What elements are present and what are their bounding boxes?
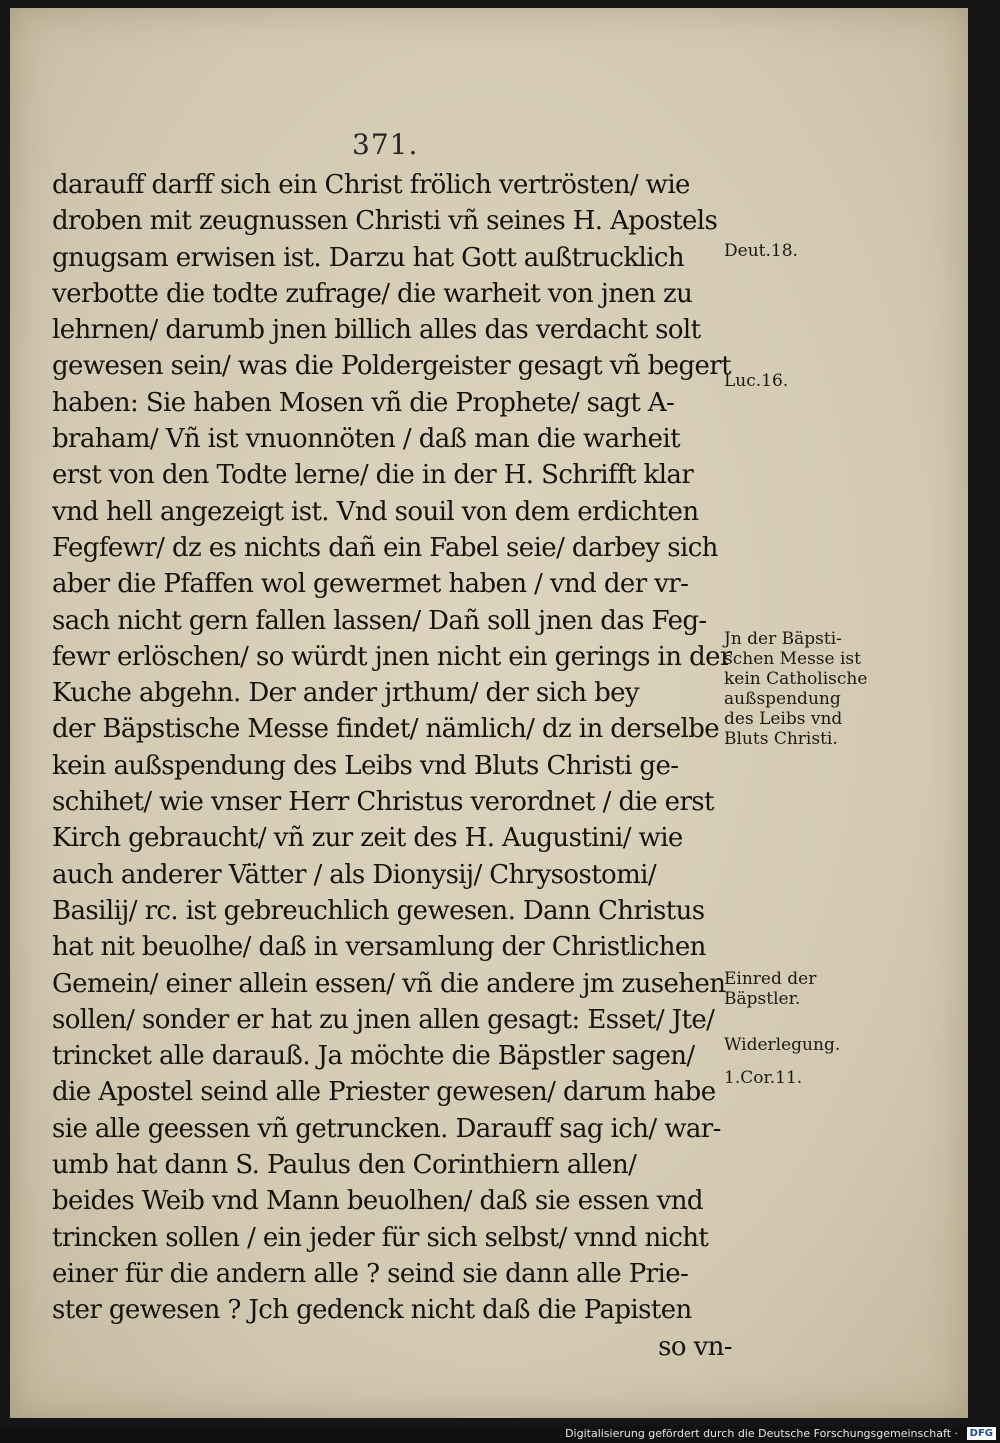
text-line: so vn- bbox=[658, 1331, 732, 1362]
text-line: umb hat dann S. Paulus den Corinthiern allen/ bbox=[52, 1150, 637, 1181]
footer-credit: Digitalisierung gefördert durch die Deutsche Forschungsgemeinschaft · bbox=[565, 1427, 958, 1440]
margin-note-line: kein Catholische bbox=[724, 669, 868, 689]
text-line: Fegfewr/ dz es nichts dañ ein Fabel seie/ darbey sich bbox=[52, 532, 718, 563]
margin-note-line: schen Messe ist bbox=[724, 649, 861, 669]
margin-note-line: Einred der bbox=[724, 969, 817, 989]
margin-note-line: Widerlegung. bbox=[724, 1035, 841, 1055]
text-line: Kuche abgehn. Der ander jrthum/ der sich bey bbox=[52, 678, 640, 709]
margin-note-line: 1.Cor.11. bbox=[724, 1068, 803, 1088]
text-line: Kirch gebraucht/ vñ zur zeit des H. Augustini/ wie bbox=[52, 823, 683, 854]
text-line: verbotte die todte zufrage/ die warheit von jnen zu bbox=[52, 278, 693, 309]
text-line: ster gewesen ? Jch gedenck nicht daß die Papisten bbox=[52, 1295, 692, 1326]
margin-note-line: Luc.16. bbox=[724, 371, 789, 391]
margin-note bbox=[724, 1035, 884, 1055]
text-line: haben: Sie haben Mosen vñ die Prophete/ sagt A- bbox=[52, 387, 675, 418]
page-number: 371. bbox=[352, 128, 419, 161]
margin-note bbox=[724, 629, 884, 749]
text-line: aber die Pfaffen wol gewermet haben / vnd der vr- bbox=[52, 569, 689, 600]
text-line: Basilij/ rc. ist gebreuchlich gewesen. Dann Christus bbox=[52, 895, 705, 926]
margin-note bbox=[724, 241, 884, 261]
text-line: beides Weib vnd Mann beuolhen/ daß sie essen vnd bbox=[52, 1186, 703, 1217]
text-line: darauff darff sich ein Christ frölich vertrösten/ wie bbox=[52, 170, 690, 200]
dfg-logo: DFG bbox=[967, 1427, 996, 1440]
text-line: vnd hell angezeigt ist. Vnd souil von dem erdichten bbox=[52, 496, 699, 527]
margin-note-line: Jn der Bäpsti- bbox=[724, 629, 842, 649]
text-line: hat nit beuolhe/ daß in versamlung der Christlichen bbox=[52, 932, 706, 963]
margin-note-line: Bluts Christi. bbox=[724, 729, 838, 749]
text-line: sie alle geessen vñ getruncken. Darauff sag ich/ war- bbox=[52, 1113, 721, 1144]
text-line: fewr erlöschen/ so würdt jnen nicht ein gerings in der bbox=[52, 641, 732, 672]
text-line: braham/ Vñ ist vnuonnöten / daß man die warheit bbox=[52, 424, 680, 455]
text-line: trincket alle darauß. Ja möchte die Bäpstler sagen/ bbox=[52, 1041, 695, 1072]
margin-note-line: des Leibs vnd bbox=[724, 709, 843, 729]
margin-note-line: außspendung bbox=[724, 689, 841, 709]
margin-note bbox=[724, 969, 884, 1009]
text-line: die Apostel seind alle Priester gewesen/ darum habe bbox=[52, 1077, 716, 1108]
margin-note bbox=[724, 371, 884, 391]
text-line: auch anderer Vätter / als Dionysij/ Chrysostomi/ bbox=[52, 859, 657, 890]
margin-note bbox=[724, 1068, 884, 1088]
text-line: sollen/ sonder er hat zu jnen allen gesagt: Esset/ Jte/ bbox=[52, 1004, 715, 1035]
text-line: droben mit zeugnussen Christi vñ seines H. Apostels bbox=[52, 206, 718, 237]
text-line: sach nicht gern fallen lassen/ Dañ soll jnen das Feg- bbox=[52, 605, 707, 636]
text-line: gewesen sein/ was die Poldergeister gesagt vñ begert bbox=[52, 351, 731, 382]
text-line: kein außspendung des Leibs vnd Bluts Christi ge- bbox=[52, 750, 679, 781]
text-line: schihet/ wie vnser Herr Christus verordnet / die erst bbox=[52, 787, 714, 818]
text-line: trincken sollen / ein jeder für sich selbst/ vnnd nicht bbox=[52, 1222, 709, 1253]
text-line: erst von den Todte lerne/ die in der H. Schrifft klar bbox=[52, 460, 694, 491]
text-line: der Bäpstische Messe findet/ nämlich/ dz in derselbe bbox=[52, 714, 720, 745]
text-line: einer für die andern alle ? seind sie dann alle Prie- bbox=[52, 1258, 689, 1289]
margin-note-line: Deut.18. bbox=[724, 241, 798, 261]
text-line: Gemein/ einer allein essen/ vñ die andere jm zusehen bbox=[52, 968, 726, 999]
text-line: gnugsam erwisen ist. Darzu hat Gott außtrucklich bbox=[52, 242, 685, 273]
text-line: lehrnen/ darumb jnen billich alles das verdacht solt bbox=[52, 315, 701, 346]
margin-note-line: Bäpstler. bbox=[724, 989, 801, 1009]
